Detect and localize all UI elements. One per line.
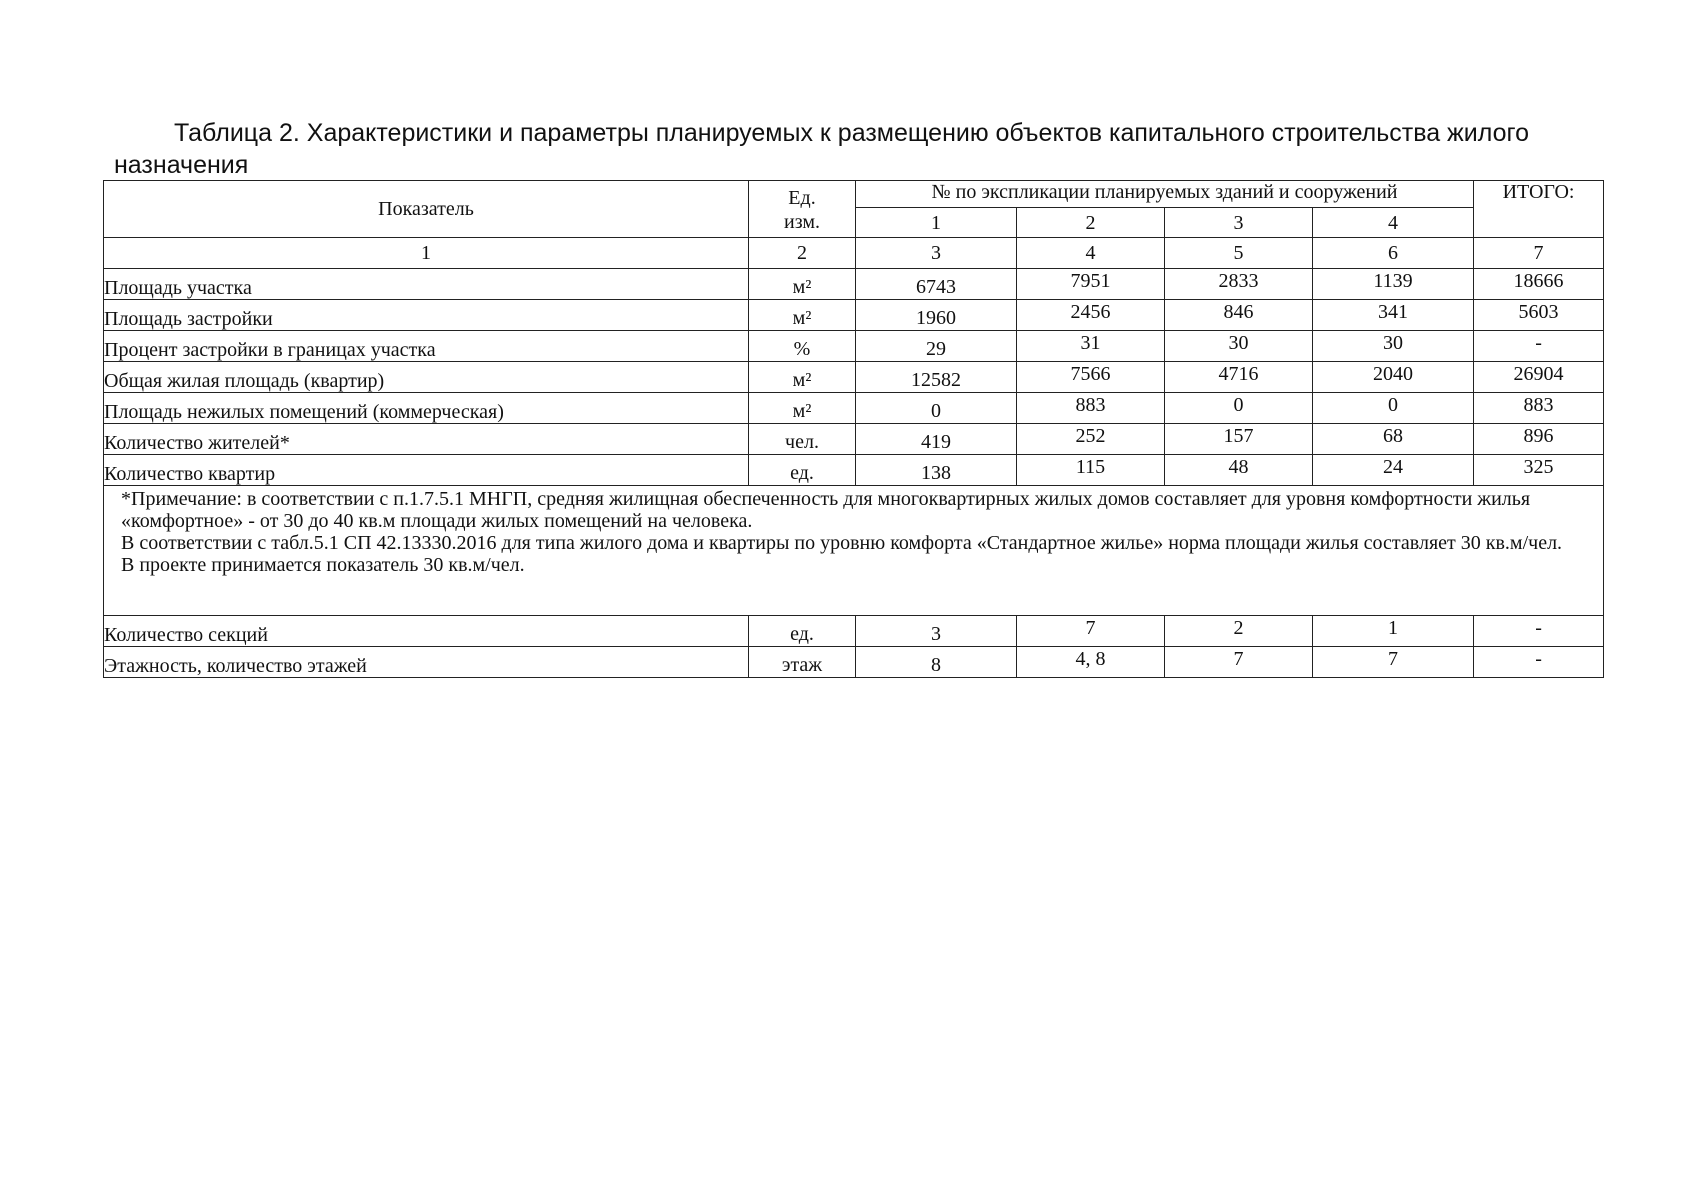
row-value: 419 [921, 431, 951, 453]
row-value: 7566 [1070, 363, 1111, 385]
row-value: 68 [1383, 425, 1404, 447]
row-value: 252 [1075, 425, 1106, 447]
row-indicator-name: Общая жилая площадь (квартир) [104, 362, 749, 393]
row-value-building-3 [1165, 269, 1313, 300]
row-unit [749, 616, 856, 647]
table-row [104, 455, 1604, 486]
row-total-value: 883 [1523, 394, 1554, 416]
header-unit [749, 181, 856, 238]
row-value: 24 [1383, 456, 1404, 478]
row-value: 2456 [1070, 301, 1111, 323]
note-line-3: В проекте принимается показатель 30 кв.м/чел. [121, 554, 525, 576]
row-value-building-3 [1165, 616, 1313, 647]
row-value: 1960 [916, 307, 956, 329]
row-indicator-name: Количество жителей* [104, 424, 749, 455]
note-cell [104, 486, 1604, 616]
row-value: 0 [1388, 394, 1399, 416]
column-number: 4 [1017, 238, 1165, 269]
row-value-building-1 [856, 455, 1017, 486]
row-total [1474, 647, 1604, 678]
row-unit-label: м² [792, 369, 812, 391]
note-line-1: *Примечание: в соответствии с п.1.7.5.1 МНГП, средняя жилищная обеспеченность для многоквартирных жилых домов составляет для уровня комфортности жилья «комфортное» - от 30 до 40 кв.м площади жилых помещений на человека. [121, 488, 1531, 532]
table-row [104, 616, 1604, 647]
row-total [1474, 455, 1604, 486]
header-building-3: 3 [1165, 208, 1313, 238]
column-numbers-row [104, 238, 1604, 269]
row-value-building-3 [1165, 455, 1313, 486]
column-number: 3 [856, 238, 1017, 269]
row-value-building-4 [1313, 424, 1474, 455]
table-caption: Таблица 2. Характеристики и параметры планируемых к размещению объектов капитального строительства жилого назначения [114, 119, 1529, 179]
row-value-building-1 [856, 362, 1017, 393]
row-value-building-4 [1313, 455, 1474, 486]
row-value-building-3 [1165, 362, 1313, 393]
row-indicator-name: Количество секций [104, 616, 749, 647]
row-value: 8 [931, 654, 941, 676]
row-value: 7 [1233, 648, 1244, 670]
row-value: 31 [1080, 332, 1101, 354]
row-total [1474, 616, 1604, 647]
table-row [104, 362, 1604, 393]
row-total [1474, 362, 1604, 393]
row-total-value: 26904 [1513, 363, 1564, 385]
row-indicator-name: Процент застройки в границах участка [104, 331, 749, 362]
row-value-building-4 [1313, 393, 1474, 424]
column-number: 6 [1313, 238, 1474, 269]
row-value-building-2 [1017, 616, 1165, 647]
row-indicator-name: Площадь нежилых помещений (коммерческая) [104, 393, 749, 424]
table-row [104, 424, 1604, 455]
row-value: 7 [1085, 617, 1096, 639]
row-unit [749, 647, 856, 678]
table-row [104, 269, 1604, 300]
row-value: 4716 [1218, 363, 1259, 385]
column-number: 7 [1474, 238, 1604, 269]
row-value-building-4 [1313, 647, 1474, 678]
row-total-value: 18666 [1513, 270, 1564, 292]
data-rows [104, 269, 1604, 486]
row-value: 12582 [911, 369, 961, 391]
row-value: 115 [1075, 456, 1106, 478]
row-unit-label: ед. [790, 462, 814, 484]
row-value-building-3 [1165, 647, 1313, 678]
row-value-building-2 [1017, 331, 1165, 362]
row-value: 1139 [1373, 270, 1413, 292]
row-value-building-4 [1313, 300, 1474, 331]
row-value-building-1 [856, 616, 1017, 647]
row-unit-label: ед. [790, 623, 814, 645]
row-unit [749, 362, 856, 393]
row-value: 2833 [1218, 270, 1259, 292]
row-value-building-2 [1017, 424, 1165, 455]
row-value-building-2 [1017, 393, 1165, 424]
row-value-building-2 [1017, 300, 1165, 331]
row-total-value: 325 [1523, 456, 1554, 478]
header-buildings-group: № по экспликации планируемых зданий и сооружений [856, 181, 1474, 208]
row-value: 883 [1075, 394, 1106, 416]
row-value: 7 [1388, 648, 1399, 670]
row-total [1474, 331, 1604, 362]
row-value: 1 [1388, 617, 1399, 639]
row-value: 7951 [1070, 270, 1111, 292]
row-total [1474, 300, 1604, 331]
row-total-value: - [1535, 617, 1542, 639]
row-indicator-name: Этажность, количество этажей [104, 647, 749, 678]
row-total-value: - [1535, 332, 1542, 354]
row-unit [749, 331, 856, 362]
row-value-building-1 [856, 424, 1017, 455]
header-building-2: 2 [1017, 208, 1165, 238]
table-row [104, 331, 1604, 362]
row-value-building-2 [1017, 647, 1165, 678]
row-value: 0 [931, 400, 941, 422]
row-indicator-name: Площадь застройки [104, 300, 749, 331]
table-row [104, 647, 1604, 678]
row-value-building-1 [856, 300, 1017, 331]
row-unit [749, 269, 856, 300]
row-value-building-2 [1017, 269, 1165, 300]
row-unit [749, 393, 856, 424]
row-value-building-1 [856, 647, 1017, 678]
row-value-building-4 [1313, 616, 1474, 647]
row-total-value: - [1535, 648, 1542, 670]
row-value: 4, 8 [1075, 648, 1106, 670]
row-value: 29 [926, 338, 946, 360]
row-indicator-name: Количество квартир [104, 455, 749, 486]
row-unit-label: этаж [781, 654, 823, 676]
note-row [104, 486, 1604, 616]
table-row [104, 300, 1604, 331]
column-number: 2 [749, 238, 856, 269]
data-rows-after-note [104, 616, 1604, 678]
row-value-building-1 [856, 269, 1017, 300]
header-building-1: 1 [856, 208, 1017, 238]
row-unit-label: м² [792, 276, 812, 298]
row-value: 2040 [1373, 363, 1414, 385]
row-value-building-3 [1165, 393, 1313, 424]
row-indicator-name: Площадь участка [104, 269, 749, 300]
row-value-building-3 [1165, 300, 1313, 331]
characteristics-table [103, 180, 1604, 678]
row-unit [749, 300, 856, 331]
row-value-building-3 [1165, 424, 1313, 455]
row-value: 3 [931, 623, 941, 645]
row-total [1474, 393, 1604, 424]
row-value: 846 [1223, 301, 1254, 323]
row-value: 30 [1383, 332, 1404, 354]
row-value-building-3 [1165, 331, 1313, 362]
row-value-building-1 [856, 393, 1017, 424]
row-total-value: 896 [1523, 425, 1554, 447]
row-unit-label: м² [792, 307, 812, 329]
row-value: 0 [1233, 394, 1244, 416]
row-unit-label: м² [792, 400, 812, 422]
row-value: 2 [1233, 617, 1244, 639]
row-value: 157 [1223, 425, 1254, 447]
row-unit-label: чел. [785, 431, 819, 453]
row-value-building-1 [856, 331, 1017, 362]
row-value: 48 [1228, 456, 1249, 478]
header-unit-label: Ед. изм. [784, 187, 820, 233]
row-value-building-2 [1017, 455, 1165, 486]
header-total: ИТОГО: [1474, 181, 1604, 238]
row-value-building-4 [1313, 362, 1474, 393]
header-row-1 [104, 181, 1604, 208]
row-value-building-4 [1313, 269, 1474, 300]
row-value: 138 [921, 462, 951, 484]
row-total-value: 5603 [1518, 301, 1559, 323]
row-unit [749, 424, 856, 455]
row-value-building-4 [1313, 331, 1474, 362]
header-indicator: Показатель [104, 181, 749, 238]
row-value: 341 [1378, 301, 1409, 323]
row-value: 30 [1228, 332, 1249, 354]
row-total [1474, 424, 1604, 455]
row-unit [749, 455, 856, 486]
note-line-2: В соответствии с табл.5.1 СП 42.13330.2016 для типа жилого дома и квартиры по уровню комфорта «Стандартное жилье» норма площади жилья составляет 30 кв.м/чел. [121, 532, 1563, 554]
column-number: 5 [1165, 238, 1313, 269]
table-row [104, 393, 1604, 424]
row-value: 6743 [916, 276, 956, 298]
row-total [1474, 269, 1604, 300]
header-building-4: 4 [1313, 208, 1474, 238]
column-number: 1 [104, 238, 749, 269]
row-value-building-2 [1017, 362, 1165, 393]
row-unit-label: % [793, 338, 811, 360]
